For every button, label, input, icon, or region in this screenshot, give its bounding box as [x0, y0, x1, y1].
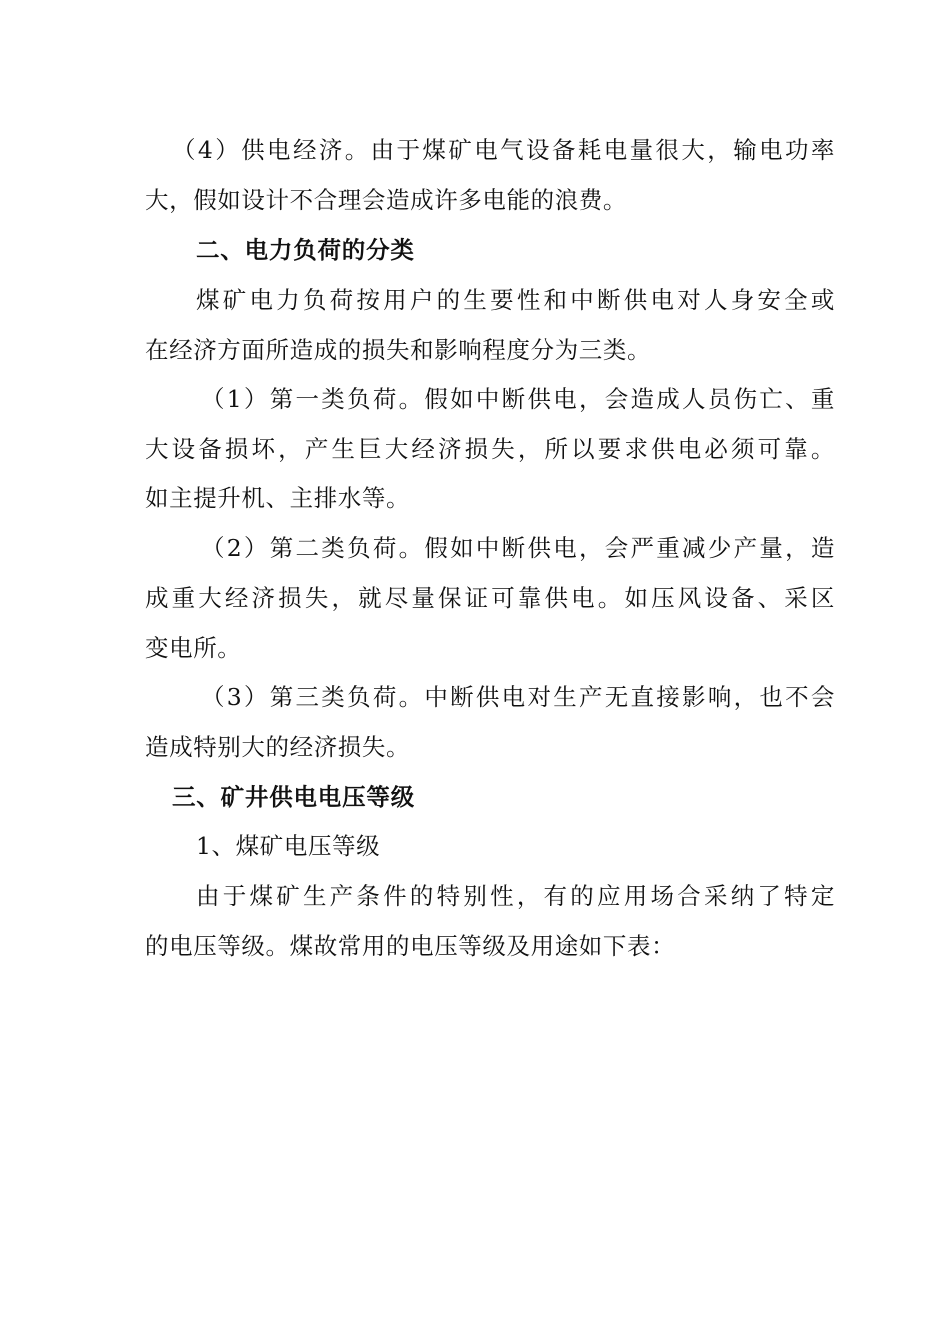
paragraph-class-two-line-1: （2）第二类负荷。假如中断供电，会严重减少产量，造	[201, 534, 835, 562]
paragraph-class-one-line-3: 如主提升机、主排水等。	[145, 484, 411, 512]
paragraph-power-economy-line-2: 大，假如设计不合理会造成许多电能的浪费。	[145, 186, 627, 214]
paragraph-class-two-line-3: 变电所。	[145, 634, 242, 662]
paragraph-class-three-line-1: （3）第三类负荷。中断供电对生产无直接影响，也不会	[201, 683, 835, 711]
paragraph-class-two-line-2: 成重大经济损失，就尽量保证可靠供电。如压风设备、采区	[145, 584, 835, 612]
subheading-coal-mine-voltage-levels: 1、煤矿电压等级	[196, 832, 381, 860]
section-heading-voltage-levels: 三、矿井供电电压等级	[172, 783, 415, 811]
paragraph-load-intro-line-2: 在经济方面所造成的损失和影响程度分为三类。	[145, 336, 652, 364]
paragraph-voltage-intro-line-1: 由于煤矿生产条件的特别性，有的应用场合采纳了特定	[196, 882, 835, 910]
paragraph-class-one-line-2: 大设备损坏，产生巨大经济损失，所以要求供电必须可靠。	[145, 435, 835, 463]
paragraph-power-economy-line-1: （4）供电经济。由于煤矿电气设备耗电量很大，输电功率	[172, 136, 835, 164]
paragraph-class-one-line-1: （1）第一类负荷。假如中断供电，会造成人员伤亡、重	[201, 385, 835, 413]
section-heading-load-classification: 二、电力负荷的分类	[196, 236, 415, 264]
paragraph-voltage-intro-line-2: 的电压等级。煤故常用的电压等级及用途如下表：	[145, 932, 676, 960]
paragraph-class-three-line-2: 造成特别大的经济损失。	[145, 733, 411, 761]
paragraph-load-intro-line-1: 煤矿电力负荷按用户的生要性和中断供电对人身安全或	[196, 286, 835, 314]
